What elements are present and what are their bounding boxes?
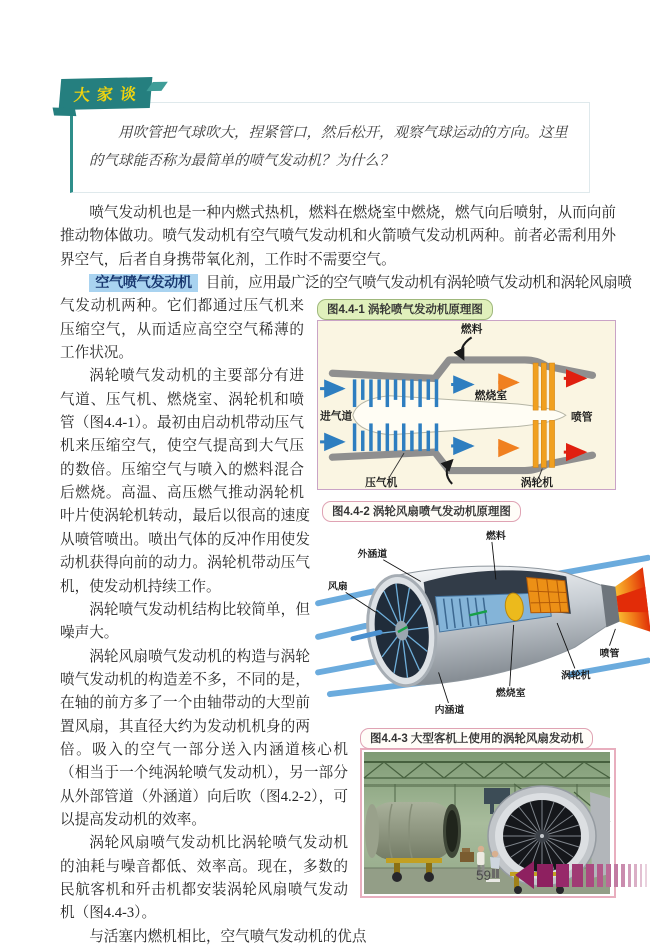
paragraph: 喷气发动机也是一种内燃式热机，燃料在燃烧室中燃烧，燃气向后喷射，从而向前推动物体做功。喷气发动机有空气喷气发动机和火箭喷气发动机两种。前者必需利用外界空气，后者自身携带氧化剂，工作时不需要空气。 xyxy=(60,205,616,268)
label-fuel: 燃料 xyxy=(485,531,506,543)
paragraph: 涡轮喷气发动机的主要部分有进气道、压气机、燃烧室、涡轮机和喷管（图4.4-1）。最初由启动机带动压气机来压缩空气，使空气提高到大气压的数倍。压缩空气与喷入的燃料混合后燃烧。高温、高压燃气推动涡轮机叶片使涡轮机转动，最后以很高的速度从喷管喷出。喷出气体的反冲作用使发动机获得向前的动力。涡轮机带动压气机，使发动机持续工作。 xyxy=(60,368,310,595)
turbojet-diagram-icon xyxy=(318,321,615,489)
discussion-body xyxy=(70,102,590,193)
paragraph: 目前，应用最广泛的空气喷气发动机有涡轮喷气发动机和涡轮风扇喷 xyxy=(205,275,632,292)
label-intake: 进气道 xyxy=(320,410,353,423)
main-text xyxy=(60,202,632,949)
discussion-label: 大家谈 xyxy=(59,77,153,110)
label-combustion-chamber: 燃烧室 xyxy=(495,688,526,700)
label-turbine: 涡轮机 xyxy=(520,476,554,489)
page-footer xyxy=(476,861,650,889)
figure-4-4-2 xyxy=(322,500,648,717)
figure-4-4-1 xyxy=(317,298,616,489)
figure-4-4-1-diagram xyxy=(317,320,616,490)
label-nozzle: 喷管 xyxy=(599,648,620,660)
label-outer-duct: 外涵道 xyxy=(357,548,388,560)
section-heading-line xyxy=(60,272,632,295)
label-combustion-chamber: 燃烧室 xyxy=(474,389,507,402)
figure-4-4-3-title: 图4.4-3 大型客机上使用的涡轮风扇发动机 xyxy=(360,728,593,749)
page-arrow-icon xyxy=(515,861,650,889)
label-fan: 风扇 xyxy=(327,581,348,593)
label-compressor: 压气机 xyxy=(365,476,398,489)
paragraph: 涡轮喷气发动机结构比较简单，但噪声大。 xyxy=(60,601,310,642)
label-nozzle: 喷管 xyxy=(570,411,593,424)
discussion-box xyxy=(58,78,590,193)
turbofan-cutaway-icon xyxy=(322,525,648,717)
discussion-text: 用吹管把气球吹大，捏紧管口，然后松开，观察气球运动的方向。这里的气球能否称为最简单的喷气发动机？为什么？ xyxy=(89,125,568,170)
paragraph: 与活塞内燃机相比，空气喷气发动机的优点 xyxy=(89,928,367,945)
label-fuel: 燃料 xyxy=(460,323,483,336)
paragraph: 涡轮风扇喷气发动机比涡轮喷气发动机的油耗与噪音都低、效率高。现在，多数的民航客机和歼击机都安装涡轮风扇喷气发动机（图4.4-3）。 xyxy=(60,835,348,922)
figure-4-4-1-title: 图4.4-1 涡轮喷气发动机原理图 xyxy=(317,299,493,320)
text-figure-flow xyxy=(60,295,620,949)
figure-4-4-2-title: 图4.4-2 涡轮风扇喷气发动机原理图 xyxy=(322,501,521,522)
section-heading-highlight: 空气喷气发动机 xyxy=(89,274,198,292)
label-inner-duct: 内涵道 xyxy=(434,704,465,716)
label-turbine: 涡轮机 xyxy=(561,670,591,682)
paragraph: 涡轮风扇喷气发动机的构造与涡轮喷气发动机的构造差不多，不同的是，在轴的前方多了一个由轴带动的大型前置风扇，其直径大约为发动机机身的两倍。吸入的空气一部分送入内涵道核心机（相当于一个纯涡轮喷气发动机），另一部分从外部管道（外涵道）向后吹（图4.2-2），可以提高发动机的效率。 xyxy=(60,648,348,828)
paragraph: 气发动机两种。它们都通过压气机来压缩空气，从而适应高空空气稀薄的工作状况。 xyxy=(60,298,304,362)
page-number: 59 xyxy=(475,867,491,883)
